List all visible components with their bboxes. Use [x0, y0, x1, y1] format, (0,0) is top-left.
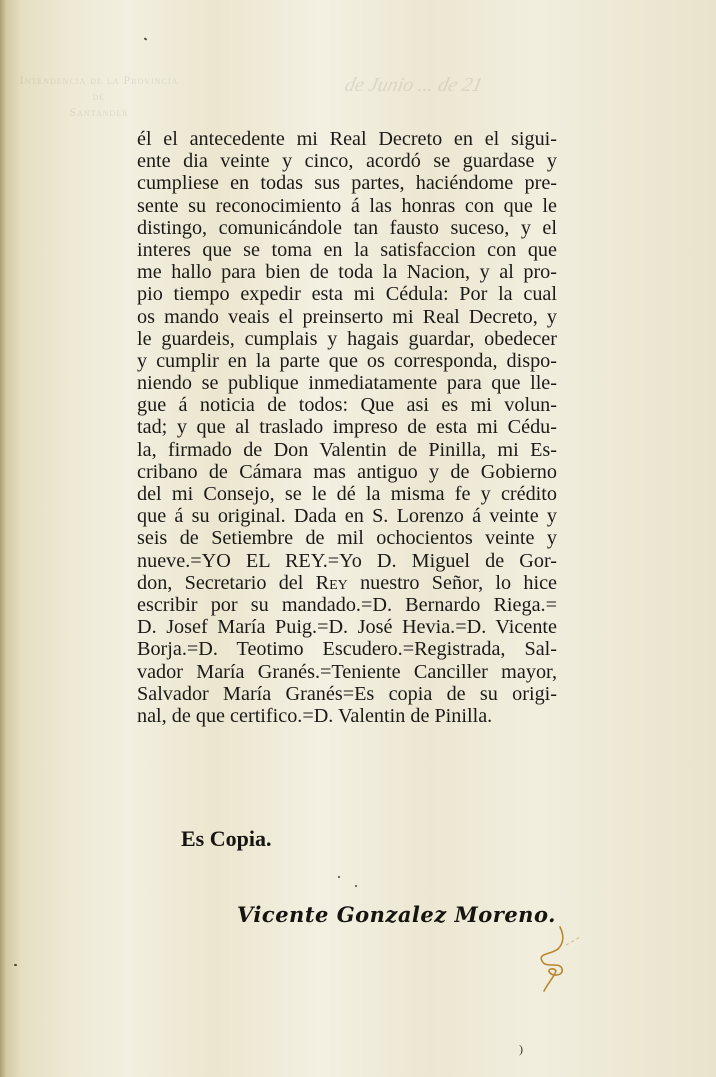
footer-mark: ) [519, 1042, 523, 1056]
bleed-through-header-right: de Junio ... de 21 [342, 74, 485, 96]
ink-speck [338, 876, 340, 878]
ink-speck [14, 964, 17, 966]
bleed-through-header-left [14, 72, 184, 120]
text-line: y cumplir en la parte que os corresponda, dispo- [137, 349, 557, 372]
text-line: sente su reconocimiento á las honras con que le [137, 194, 557, 217]
text-line: Salvador María Granés=Es copia de su origi- [137, 682, 557, 705]
text-line: la, firmado de Don Valentin de Pinilla, mi Es- [137, 438, 557, 461]
text-line: pio tiempo expedir esta mi Cédula: Por la cual [137, 283, 557, 306]
text-line: gue á noticia de todos: Que asi es mi volun- [137, 394, 557, 417]
text-line: cumpliese en todas sus partes, haciéndome pre- [137, 172, 557, 195]
ink-speck [355, 885, 357, 887]
text-line: nueve.=YO EL REY.=Yo D. Miguel de Gor- [137, 549, 557, 572]
text-line: escribir por su mandado.=D. Bernardo Riega.= [137, 593, 557, 616]
text-line: distingo, comunicándole tan fausto suceso, y el [137, 216, 557, 239]
text-line: niendo se publique inmediatamente para que lle- [137, 372, 557, 395]
bleed-header-line: Intendencia de la Provincia [19, 73, 179, 87]
text-line: nal, de que certifico.=D. Valentin de Pinilla. [137, 704, 493, 727]
printed-signature: Vicente Gonzalez Moreno. [237, 902, 556, 927]
text-line: le guardeis, cumplais y hagais guardar, obedecer [137, 327, 557, 350]
text-line: os mando veais el preinserto mi Real Decreto, y [137, 305, 557, 328]
text-line: me hallo para bien de toda la Nacion, y al pro- [137, 261, 557, 284]
body-text [137, 128, 557, 727]
bleed-header-line: de [92, 89, 106, 103]
bleed-header-line: Santander [69, 105, 129, 119]
text-line: vador María Granés.=Teniente Canciller mayor, [137, 660, 557, 683]
rubric-flourish-icon [520, 925, 590, 995]
text-line: D. Josef María Puig.=D. José Hevia.=D. Vicente [137, 616, 557, 639]
text-line: que á su original. Dada en S. Lorenzo á veinte y [137, 505, 557, 528]
text-line: del mi Consejo, se le dé la misma fe y crédito [137, 483, 557, 505]
text-line: don, Secretario del Rey nuestro Señor, lo hice [137, 571, 557, 594]
text-line: tad; y que al traslado impreso de esta mi Cédu- [137, 416, 557, 439]
text-line: ente dia veinte y cinco, acordó se guardase y [137, 150, 557, 173]
text-line: él el antecedente mi Real Decreto en el sigui- [137, 128, 557, 150]
text-line: Borja.=D. Teotimo Escudero.=Registrada, Sal- [137, 638, 557, 661]
text-line: interes que se toma en la satisfaccion con que [137, 238, 557, 261]
text-line: cribano de Cámara mas antiguo y de Gobierno [137, 460, 557, 483]
text-line: seis de Setiembre de mil ochocientos veinte y [137, 527, 557, 550]
ink-speck [144, 37, 148, 40]
closing-es-copia: Es Copia. [181, 826, 272, 851]
small-caps-rey: Rey [315, 571, 348, 594]
